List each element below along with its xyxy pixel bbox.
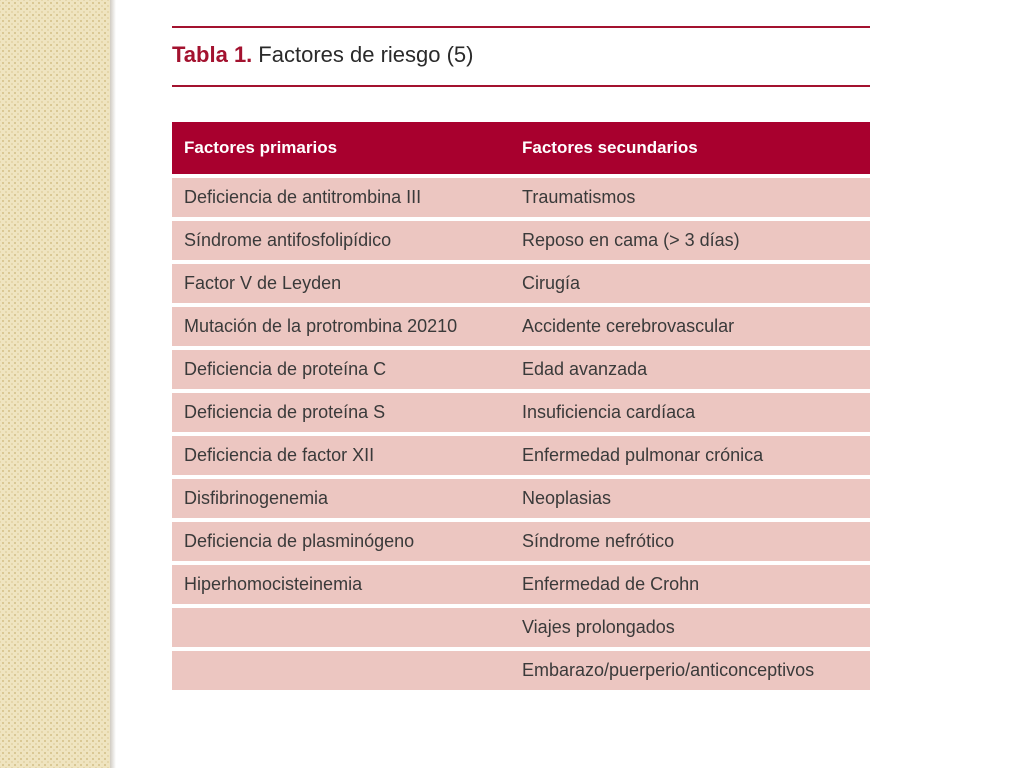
secondary-factor-cell: Neoplasias xyxy=(522,488,612,508)
secondary-factor-cell: Enfermedad pulmonar crónica xyxy=(522,445,764,465)
table-row xyxy=(172,393,870,432)
table-header-row xyxy=(172,122,870,174)
primary-factor-cell: Deficiencia de antitrombina III xyxy=(184,187,422,207)
table-title-text: Factores de riesgo (5) xyxy=(258,42,474,67)
primary-factor-cell: Deficiencia de proteína C xyxy=(184,359,387,379)
secondary-factor-cell: Traumatismos xyxy=(522,187,636,207)
primary-factor-cell: Deficiencia de proteína S xyxy=(184,402,386,422)
risk-factors-table xyxy=(172,122,870,690)
secondary-factor-cell: Viajes prolongados xyxy=(522,617,675,637)
table-row xyxy=(172,221,870,260)
secondary-factor-cell: Embarazo/puerperio/anticonceptivos xyxy=(522,660,815,680)
header-secondary-factors: Factores secundarios xyxy=(522,138,698,157)
table-row xyxy=(172,608,870,647)
secondary-factor-cell: Edad avanzada xyxy=(522,359,648,379)
header-primary-factors: Factores primarios xyxy=(184,138,338,157)
table-title-lead: Tabla 1. xyxy=(172,42,253,67)
table-row xyxy=(172,264,870,303)
secondary-factor-cell: Accidente cerebrovascular xyxy=(522,316,735,336)
primary-factor-cell: Deficiencia de factor XII xyxy=(184,445,375,465)
table-row xyxy=(172,307,870,346)
secondary-factor-cell: Enfermedad de Crohn xyxy=(522,574,700,594)
title-rule-bottom xyxy=(172,85,870,87)
secondary-factor-cell: Insuficiencia cardíaca xyxy=(522,402,696,422)
table-row xyxy=(172,436,870,475)
side-pattern-decoration xyxy=(0,0,110,768)
table-row xyxy=(172,651,870,690)
secondary-factor-cell: Reposo en cama (> 3 días) xyxy=(522,230,740,250)
table-row xyxy=(172,565,870,604)
primary-factor-cell: Mutación de la protrombina 20210 xyxy=(184,316,458,336)
primary-factor-cell: Deficiencia de plasminógeno xyxy=(184,531,415,551)
table-row xyxy=(172,522,870,561)
table-title xyxy=(172,42,474,68)
primary-factor-cell: Factor V de Leyden xyxy=(184,273,342,293)
primary-factor-cell: Síndrome antifosfolipídico xyxy=(184,230,392,250)
primary-factor-cell: Disfibrinogenemia xyxy=(184,488,329,508)
primary-factor-cell: Hiperhomocisteinemia xyxy=(184,574,363,594)
side-shadow-decoration xyxy=(110,0,116,768)
secondary-factor-cell: Síndrome nefrótico xyxy=(522,531,675,551)
title-rule-top xyxy=(172,26,870,28)
table-row xyxy=(172,479,870,518)
table-row xyxy=(172,178,870,217)
secondary-factor-cell: Cirugía xyxy=(522,273,581,293)
table-row xyxy=(172,350,870,389)
